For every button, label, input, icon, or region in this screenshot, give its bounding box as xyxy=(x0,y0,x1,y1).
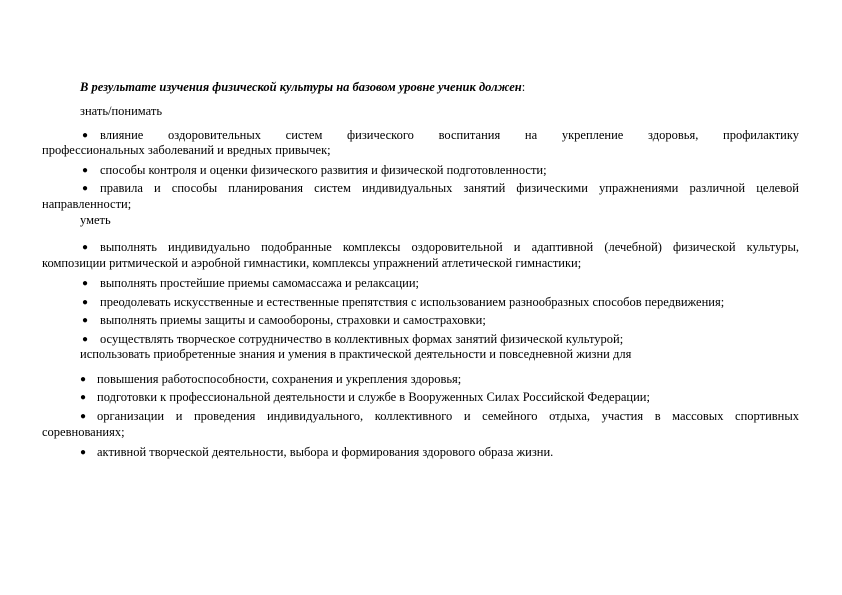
heading-text: В результате изучения физической культуры на базовом уровне ученик должен xyxy=(80,80,522,94)
list-item: правила и способы планирования систем индивидуальных занятий физическими упражнениями различной целевой xyxy=(100,181,799,195)
bullet-icon: ● xyxy=(82,315,89,326)
list-item-continuation: соревнованиях; xyxy=(42,425,125,439)
list-item: влияние оздоровительных систем физического воспитания на укрепление здоровья, профилактику xyxy=(100,128,799,142)
list-item-continuation: композиции ритмической и аэробной гимнастики, комплексы упражнений атлетической гимнастики; xyxy=(42,256,582,270)
list-item: организации и проведения индивидуального, коллективного и семейного отдыха, участия в массовых спортивных xyxy=(97,409,799,423)
bullet-icon: ● xyxy=(82,165,89,176)
list-item: выполнять простейшие приемы самомассажа и релаксации; xyxy=(100,276,419,290)
list-item: повышения работоспособности, сохранения и укрепления здоровья; xyxy=(97,372,462,386)
list-item: активной творческой деятельности, выбора и формирования здорового образа жизни. xyxy=(97,445,554,459)
list-item: способы контроля и оценки физического развития и физической подготовленности; xyxy=(100,163,547,177)
bullet-icon: ● xyxy=(82,183,89,194)
heading-colon: : xyxy=(521,80,526,94)
list-item: осуществлять творческое сотрудничество в коллективных формах занятий физической культурой; xyxy=(100,332,624,346)
bullet-icon: ● xyxy=(82,334,89,345)
bullet-icon: ● xyxy=(82,297,89,308)
section-heading xyxy=(80,80,525,95)
bullet-icon: ● xyxy=(82,242,89,253)
bullet-icon: ● xyxy=(82,278,89,289)
list-item: выполнять индивидуально подобранные комплексы оздоровительной и адаптивной (лечебной) физической культуры, xyxy=(100,240,799,254)
can-label: уметь xyxy=(80,213,111,227)
bullet-icon: ● xyxy=(80,447,87,458)
bullet-icon: ● xyxy=(82,130,89,141)
list-item: выполнять приемы защиты и самообороны, страховки и самостраховки; xyxy=(100,313,486,327)
list-item-continuation: направленности; xyxy=(42,197,132,211)
use-label: использовать приобретенные знания и умения в практической деятельности и повседневной жизни для xyxy=(80,347,632,361)
bullet-icon: ● xyxy=(80,374,87,385)
bullet-icon: ● xyxy=(80,411,87,422)
list-item: подготовки к профессиональной деятельности и службе в Вооруженных Силах Российской Федерации; xyxy=(97,390,650,404)
know-label: знать/понимать xyxy=(80,104,163,118)
bullet-icon: ● xyxy=(80,392,87,403)
list-item-continuation: профессиональных заболеваний и вредных привычек; xyxy=(42,143,331,157)
list-item: преодолевать искусственные и естественные препятствия с использованием разнообразных способов передвижения; xyxy=(100,295,725,309)
